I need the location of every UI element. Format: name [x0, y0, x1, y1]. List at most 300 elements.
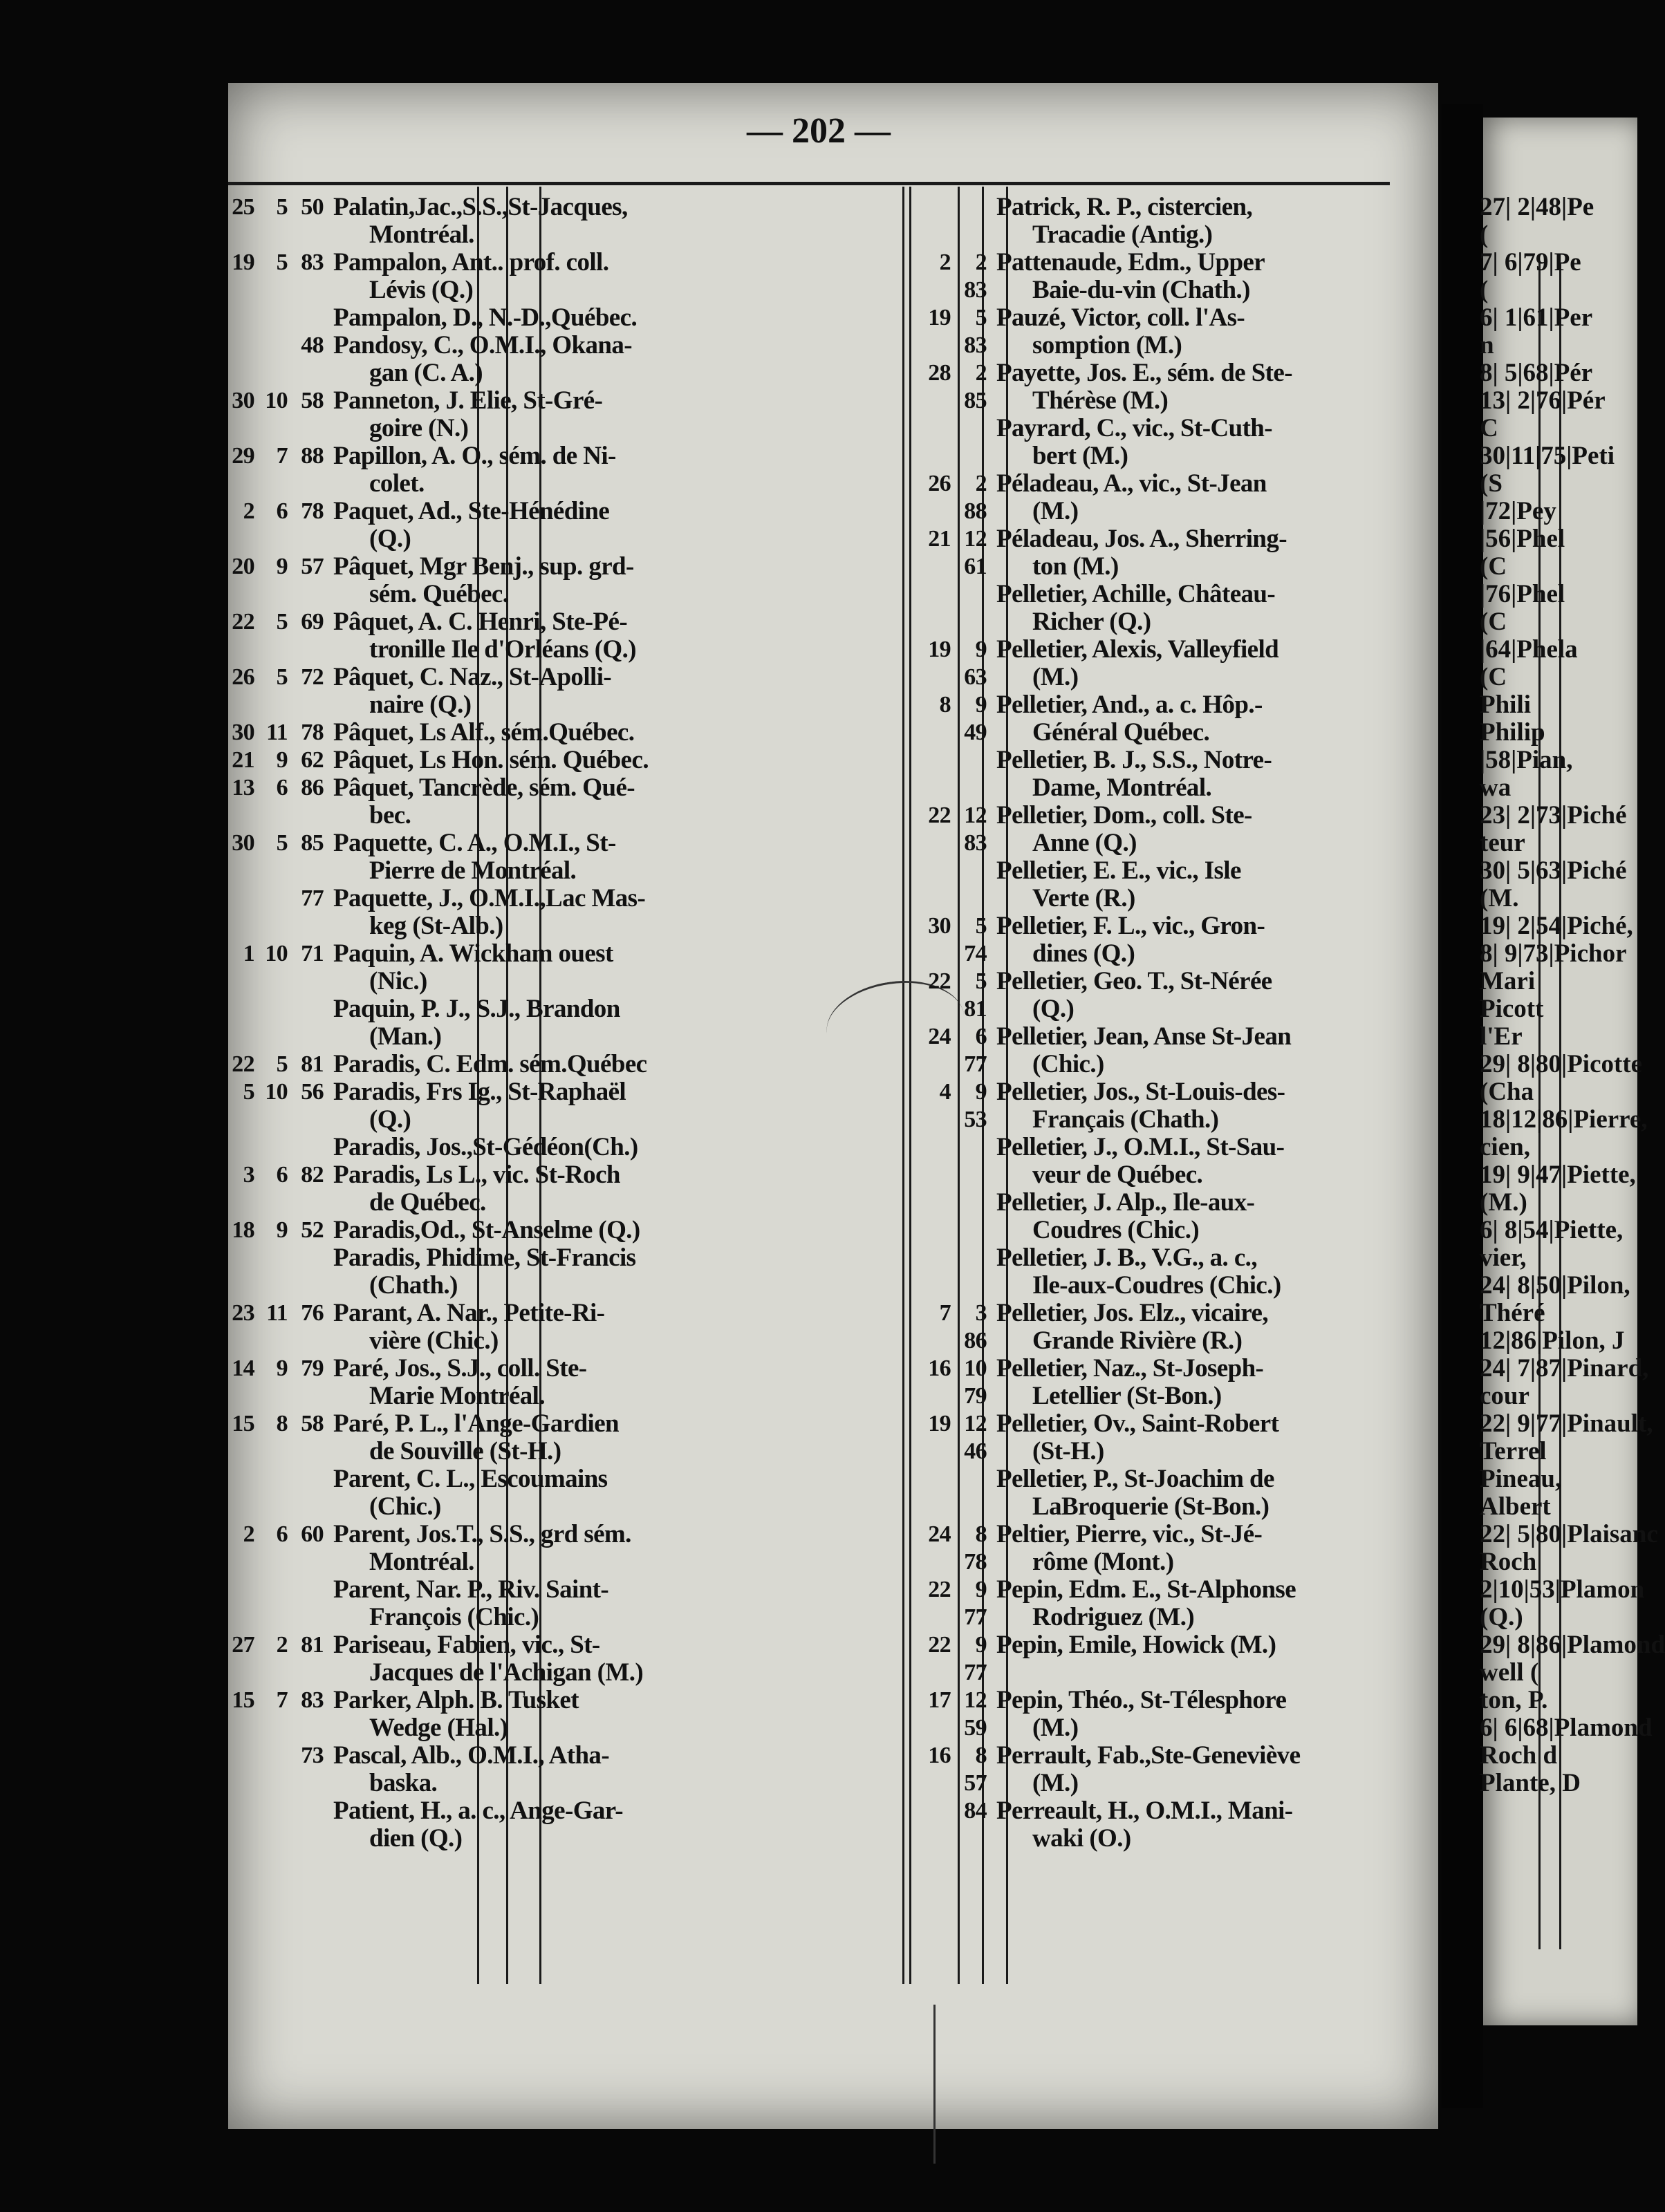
entry-continuation-line: (Chath.): [369, 1271, 458, 1300]
fragment-line: 23| 2|73|Piché: [1480, 801, 1627, 830]
entry-continuation-line: somption (M.): [1032, 331, 1182, 359]
entry-name-line: Pelletier, Jean, Anse St-Jean: [996, 1022, 1292, 1051]
entry-text: [326, 1051, 899, 1078]
entry-month-year: [954, 194, 989, 249]
entry-year: 71: [301, 941, 324, 966]
directory-entry: [214, 1521, 899, 1576]
entry-continuation-line: vière (Chic.): [369, 1327, 499, 1355]
entry-month: 9: [276, 1356, 288, 1381]
entry-continuation-line: Dame, Montréal.: [1032, 774, 1212, 802]
directory-entry: [902, 1465, 1390, 1521]
entry-name-line: Panneton, J. Elie, St-Gré-: [333, 386, 603, 415]
entry-continuation-line: Thérèse (M.): [1032, 386, 1169, 415]
entry-text: [326, 249, 899, 304]
directory-entry: [214, 1355, 899, 1410]
entry-name-line: Pâquet, Tancrède, sém. Qué-: [333, 774, 635, 802]
directory-entry: [214, 1051, 899, 1078]
entry-month-year: [954, 581, 989, 636]
entry-name-line: Paré, Jos., S.J., coll. Ste-: [333, 1354, 587, 1382]
entry-text: [989, 470, 1390, 525]
entry-name-line: Paradis,Od., St-Anselme (Q.): [333, 1216, 640, 1244]
entry-day: 22: [928, 1632, 951, 1658]
entry-text: [989, 1300, 1390, 1355]
directory-entry: [214, 442, 899, 498]
entry-day: 30: [232, 830, 254, 856]
entry-continuation-line: Ile-aux-Coudres (Chic.): [1032, 1271, 1281, 1300]
entry-month-year: [954, 1244, 989, 1300]
entry-name-line: Pelletier, Naz., St-Joseph-: [996, 1354, 1264, 1382]
directory-entry: [214, 608, 899, 664]
entry-day: [902, 581, 954, 636]
directory-entry: [214, 995, 899, 1051]
fragment-line: 30|11|75|Peti: [1480, 442, 1615, 470]
entry-continuation-line: Verte (R.): [1032, 884, 1135, 912]
entry-month: 2: [276, 1632, 288, 1658]
directory-entry: [902, 1521, 1390, 1576]
fragment-line: 6| 6|68|Plamond: [1480, 1714, 1653, 1742]
entry-text: [326, 664, 899, 719]
directory-entry: [214, 1576, 899, 1631]
entry-year: [290, 304, 326, 332]
entry-continuation-line: Marie Montréal.: [369, 1382, 545, 1410]
entry-name-line: Paquette, J., O.M.I.,Lac Mas-: [333, 884, 646, 912]
entry-day: [902, 194, 954, 249]
entry-name-line: Pascal, Alb., O.M.I., Atha-: [333, 1741, 610, 1770]
entry-text: [989, 581, 1390, 636]
entry-name-line: Parker, Alph. B. Tusket: [333, 1686, 579, 1714]
entry-name-line: Peltier, Pierre, vic., St-Jé-: [996, 1520, 1263, 1548]
entry-year: 79: [301, 1356, 324, 1381]
fragment-line: |64|Phela: [1480, 635, 1578, 664]
entry-day: 30: [232, 720, 254, 745]
entry-month-year: [954, 1465, 989, 1521]
entry-month-year: 9 53: [964, 1079, 987, 1132]
entry-continuation-line: (M.): [1032, 497, 1079, 525]
entry-text: [326, 885, 899, 940]
directory-entry: [902, 1023, 1390, 1078]
fragment-line: (M.): [1480, 1188, 1527, 1217]
entry-name-line: Pampalon, D., N.-D.,Québec.: [333, 303, 638, 332]
entry-continuation-line: Tracadie (Antig.): [1032, 221, 1213, 249]
entry-month: [257, 885, 290, 940]
entry-year: [290, 1465, 326, 1521]
entry-month: 11: [266, 1300, 288, 1326]
entry-month: 8: [276, 1411, 288, 1436]
entry-text: [989, 691, 1390, 747]
entry-day: 20: [232, 554, 254, 579]
entry-name-line: Paradis, Frs Ig., St-Raphaël: [333, 1078, 626, 1106]
directory-entry: [214, 1134, 899, 1161]
entry-month-year: 3 86: [964, 1300, 987, 1353]
entry-day: 14: [232, 1356, 254, 1381]
entry-day: 22: [232, 609, 254, 635]
entry-day: 19: [928, 1411, 951, 1436]
entry-name-line: Pelletier, Jos., St-Louis-des-: [996, 1078, 1285, 1106]
directory-entry: [902, 1244, 1390, 1300]
entry-continuation-line: (Man.): [369, 1022, 442, 1051]
entry-day: 4: [939, 1079, 951, 1105]
entry-year: [290, 995, 326, 1051]
entry-text: [989, 1631, 1390, 1687]
fragment-line: ton, P.: [1480, 1686, 1548, 1714]
entry-day: 13: [232, 775, 254, 800]
directory-entry: [902, 249, 1390, 304]
entry-continuation-line: (Q.): [369, 525, 411, 553]
entry-year: 73: [301, 1743, 324, 1768]
entry-month-year: 12 46: [964, 1411, 987, 1464]
entry-name-line: Pandosy, C., O.M.I., Okana-: [333, 331, 632, 359]
directory-entry: [214, 664, 899, 719]
directory-entry: [902, 1189, 1390, 1244]
entry-month: 5: [276, 194, 288, 220]
entry-name-line: Pariseau, Fabien, vic., St-: [333, 1631, 600, 1659]
entry-month-year: [954, 415, 989, 470]
entry-text: [326, 1797, 899, 1853]
fragment-line: |76|Phel: [1480, 580, 1565, 608]
entry-continuation-line: (Chic.): [369, 1492, 441, 1521]
entry-name-line: Pelletier, B. J., S.S., Notre-: [996, 746, 1272, 774]
entry-year: 83: [301, 250, 324, 275]
entry-continuation-line: Français (Chath.): [1032, 1105, 1219, 1134]
directory-entry: [902, 304, 1390, 359]
entry-name-line: Pelletier, Geo. T., St-Nérée: [996, 967, 1272, 995]
entry-continuation-line: dien (Q.): [369, 1824, 463, 1853]
entry-name-line: Paquin, A. Wickham ouest: [333, 939, 613, 968]
entry-day: 17: [928, 1687, 951, 1713]
entry-name-line: Pelletier, Alexis, Valleyfield: [996, 635, 1279, 664]
fragment-line: vier,: [1480, 1244, 1527, 1272]
fragment-line: Philip: [1480, 718, 1545, 747]
entry-year: 60: [301, 1521, 324, 1547]
entry-text: [326, 1161, 899, 1217]
entry-text: [989, 1465, 1390, 1521]
entry-day: [214, 1742, 257, 1797]
directory-entry: [214, 1217, 899, 1244]
entry-text: [326, 1217, 899, 1244]
entry-month: [257, 1797, 290, 1853]
entry-day: 22: [232, 1051, 254, 1077]
entry-text: [326, 1134, 899, 1161]
fragment-line: cien,: [1480, 1133, 1530, 1161]
fragment-line: Théré: [1480, 1299, 1545, 1327]
entry-name-line: Pelletier, J. B., V.G., a. c.,: [996, 1244, 1257, 1272]
entry-day: 8: [939, 692, 951, 718]
entry-name-line: Paradis, Phidime, St-Francis: [333, 1244, 636, 1272]
entry-text: [326, 1300, 899, 1355]
entry-name-line: Pelletier, F. L., vic., Gron-: [996, 912, 1265, 940]
entry-text: [989, 636, 1390, 691]
entry-text: [989, 1410, 1390, 1465]
entry-day: [902, 1797, 954, 1853]
entry-text: [989, 1023, 1390, 1078]
entry-continuation-line: Letellier (St-Bon.): [1032, 1382, 1222, 1410]
entry-month: 7: [276, 1687, 288, 1713]
entry-year: 88: [301, 443, 324, 469]
fragment-line: 29| 8|80|Picotte: [1480, 1050, 1643, 1078]
entry-text: [326, 1078, 899, 1134]
entry-day: 5: [243, 1079, 254, 1105]
fragment-line: (Cha: [1480, 1078, 1534, 1106]
entry-day: 29: [232, 443, 254, 469]
entry-name-line: Papillon, A. O., sém. de Ni-: [333, 442, 616, 470]
entry-text: [989, 802, 1390, 857]
entry-continuation-line: gan (C. A.): [369, 359, 483, 387]
entry-continuation-line: baska.: [369, 1769, 438, 1797]
fragment-line: Picott: [1480, 995, 1544, 1023]
directory-entry: [214, 1687, 899, 1742]
entry-month-year: 9 77: [964, 1577, 987, 1630]
page-number: — 202 —: [747, 111, 891, 151]
entry-text: [326, 194, 899, 249]
entry-month: 9: [276, 747, 288, 773]
entry-continuation-line: de Québec.: [369, 1188, 486, 1217]
directory-entry: [902, 1078, 1390, 1134]
entry-month-year: 12 83: [964, 803, 987, 856]
entry-month: 6: [276, 1162, 288, 1188]
entry-year: 78: [301, 720, 324, 745]
entry-day: 27: [232, 1632, 254, 1658]
entry-name-line: Pepin, Emile, Howick (M.): [996, 1631, 1276, 1659]
entry-text: [989, 1797, 1390, 1853]
directory-entry: [902, 1410, 1390, 1465]
entry-day: 23: [232, 1300, 254, 1326]
entry-continuation-line: (Q.): [1032, 995, 1075, 1023]
fragment-line: well (: [1480, 1658, 1539, 1687]
entry-day: 28: [928, 360, 951, 386]
entry-continuation-line: rôme (Mont.): [1032, 1548, 1174, 1576]
entry-month-year: 12 59: [964, 1687, 987, 1741]
entry-continuation-line: François (Chic.): [369, 1603, 539, 1631]
entry-text: [989, 1134, 1390, 1189]
directory-entry: [214, 830, 899, 885]
entry-month-year: 5 74: [964, 913, 987, 966]
entry-continuation-line: Wedge (Hal.): [369, 1714, 508, 1742]
entry-day: 21: [928, 526, 951, 552]
entry-text: [989, 1742, 1390, 1797]
middle-column: [902, 194, 1390, 1853]
directory-entry: [214, 1161, 899, 1217]
entry-month: 6: [276, 1521, 288, 1547]
entry-text: [326, 1521, 899, 1576]
entry-month-year: 6 77: [964, 1024, 987, 1077]
directory-entry: [214, 1244, 899, 1300]
entry-continuation-line: Grande Rivière (R.): [1032, 1327, 1243, 1355]
entry-month: 5: [276, 609, 288, 635]
entry-continuation-line: ton (M.): [1032, 552, 1119, 581]
entry-continuation-line: Général Québec.: [1032, 718, 1210, 747]
entry-name-line: Parent, C. L., Escoumains: [333, 1465, 608, 1493]
fragment-line: 24| 7|87|Pinard,: [1480, 1354, 1649, 1382]
directory-entry: [902, 194, 1390, 249]
entry-day: [214, 885, 257, 940]
entry-day: 22: [928, 1577, 951, 1602]
entry-year: 69: [301, 609, 324, 635]
entry-day: [902, 415, 954, 470]
entry-name-line: Paradis, Ls L., vic. St-Roch: [333, 1161, 620, 1189]
directory-entry: [214, 249, 899, 304]
fragment-line: 19| 9|47|Piette,: [1480, 1161, 1636, 1189]
entry-month: 10: [265, 1079, 288, 1105]
fragment-line: (C: [1480, 663, 1507, 691]
entry-continuation-line: (Nic.): [369, 967, 427, 995]
entry-text: [989, 968, 1390, 1023]
entry-text: [989, 1244, 1390, 1300]
entry-year: 76: [301, 1300, 324, 1326]
fragment-line: 22| 9|77|Pinault,: [1480, 1409, 1653, 1438]
entry-continuation-line: Lévis (Q.): [369, 276, 474, 304]
entry-name-line: Pelletier, And., a. c. Hôp.-: [996, 691, 1263, 719]
fragment-line: Albert: [1480, 1492, 1551, 1521]
entry-month-year: [954, 1189, 989, 1244]
entry-year: 50: [301, 194, 324, 220]
directory-entry: [902, 802, 1390, 857]
entry-day: 3: [243, 1162, 254, 1188]
entry-name-line: Palatin,Jac.,S.S.,St-Jacques,: [333, 193, 628, 221]
entry-text: [989, 415, 1390, 470]
entry-continuation-line: (M.): [1032, 1769, 1079, 1797]
entry-continuation-line: dines (Q.): [1032, 939, 1135, 968]
fragment-line: 22| 5|80|Plaisanc: [1480, 1520, 1658, 1548]
entry-day: 15: [232, 1687, 254, 1713]
directory-entry: [214, 194, 899, 249]
entry-year: 77: [301, 885, 324, 911]
entry-year: 83: [301, 1687, 324, 1713]
entry-name-line: Péladeau, A., vic., St-Jean: [996, 469, 1267, 498]
entry-day: [214, 1134, 257, 1161]
directory-entry: [902, 912, 1390, 968]
entry-text: [989, 912, 1390, 968]
entry-month-year: 5 83: [964, 305, 987, 358]
entry-day: [214, 1797, 257, 1853]
directory-entry: [902, 1742, 1390, 1797]
entry-month: [257, 1742, 290, 1797]
fragment-line: (C: [1480, 552, 1507, 581]
entry-month-year: 10 79: [964, 1356, 987, 1409]
entry-continuation-line: waki (O.): [1032, 1824, 1131, 1853]
entry-year: 58: [301, 388, 324, 413]
entry-text: [326, 1244, 899, 1300]
entry-name-line: Pelletier, Dom., coll. Ste-: [996, 801, 1252, 830]
directory-entry: [902, 747, 1390, 802]
entry-text: [326, 442, 899, 498]
entry-year: [290, 1797, 326, 1853]
entry-name-line: Pepin, Edm. E., St-Alphonse: [996, 1575, 1296, 1604]
entry-year: 62: [301, 747, 324, 773]
header-rule: [228, 182, 1390, 185]
fragment-line: (C: [1480, 608, 1507, 636]
fragment-line: Roch d: [1480, 1741, 1558, 1770]
entry-name-line: Pelletier, P., St-Joachim de: [996, 1465, 1274, 1493]
fragment-line: teur: [1480, 829, 1525, 857]
directory-entry: [214, 774, 899, 830]
entry-text: [326, 1687, 899, 1742]
entry-continuation-line: naire (Q.): [369, 691, 472, 719]
entry-name-line: Paradis, Jos.,St-Gédéon(Ch.): [333, 1133, 638, 1161]
entry-name-line: Pattenaude, Edm., Upper: [996, 248, 1265, 276]
entry-month: 7: [276, 443, 288, 469]
entry-day: [902, 1244, 954, 1300]
directory-entry: [902, 1631, 1390, 1687]
fragment-line: (: [1480, 221, 1489, 249]
entry-month-year: 8 78: [964, 1521, 987, 1575]
directory-entry: [214, 1410, 899, 1465]
fragment-line: 19| 2|54|Piché,: [1480, 912, 1633, 940]
entry-month: [257, 1244, 290, 1300]
directory-entry: [902, 1134, 1390, 1189]
entry-text: [989, 1078, 1390, 1134]
entry-continuation-line: LaBroquerie (St-Bon.): [1032, 1492, 1269, 1521]
directory-entry: [214, 719, 899, 747]
entry-continuation-line: (Chic.): [1032, 1050, 1104, 1078]
entry-month-year: 84: [964, 1798, 987, 1824]
fragment-line: Terrel: [1480, 1437, 1547, 1465]
entry-month: [257, 1576, 290, 1631]
directory-entry: [214, 1078, 899, 1134]
directory-entry: [214, 1797, 899, 1853]
entry-day: [902, 857, 954, 912]
entry-day: 2: [243, 1521, 254, 1547]
left-column: [214, 194, 899, 1853]
entry-day: 18: [232, 1217, 254, 1243]
entry-name-line: Pelletier, J., O.M.I., St-Sau-: [996, 1133, 1285, 1161]
entry-day: [214, 1576, 257, 1631]
entry-name-line: Pâquet, Ls Hon. sém. Québec.: [333, 746, 649, 774]
entry-month: 5: [276, 250, 288, 275]
entry-year: 85: [301, 830, 324, 856]
directory-entry: [902, 1687, 1390, 1742]
entry-continuation-line: de Souville (St-H.): [369, 1437, 561, 1465]
entry-text: [989, 359, 1390, 415]
entry-day: 24: [928, 1024, 951, 1049]
entry-day: [214, 332, 257, 387]
directory-entry: [214, 553, 899, 608]
entry-month: [257, 332, 290, 387]
directory-entry: [214, 1300, 899, 1355]
entry-name-line: Pampalon, Ant.. prof. coll.: [333, 248, 609, 276]
entry-day: 30: [928, 913, 951, 939]
entry-month-year: 9 77: [964, 1632, 987, 1685]
entry-month: 6: [276, 498, 288, 524]
fragment-line: 18|12|86|Pierre,: [1480, 1105, 1648, 1134]
entry-name-line: Pauzé, Victor, coll. l'As-: [996, 303, 1245, 332]
entry-year: 48: [301, 332, 324, 358]
entry-month-year: 8 57: [964, 1743, 987, 1796]
entry-continuation-line: Jacques de l'Achigan (M.): [369, 1658, 644, 1687]
directory-entry: [902, 359, 1390, 415]
entry-text: [326, 332, 899, 387]
fragment-line: 8| 5|68|Pér: [1480, 359, 1593, 387]
fragment-line: 13| 2|76|Pér: [1480, 386, 1606, 415]
fragment-line: 8| 9|73|Pichor: [1480, 939, 1627, 968]
entry-month: 5: [276, 1051, 288, 1077]
fragment-line: 6| 8|54|Piette,: [1480, 1216, 1624, 1244]
fragment-line: Mari: [1480, 967, 1536, 995]
entry-text: [989, 525, 1390, 581]
entry-day: [214, 304, 257, 332]
entry-name-line: Pâquet, C. Naz., St-Apolli-: [333, 663, 612, 691]
fragment-line: (: [1480, 276, 1489, 304]
entry-day: [902, 1134, 954, 1189]
fragment-line: (Q.): [1480, 1603, 1523, 1631]
entry-continuation-line: tronille Ile d'Orléans (Q.): [369, 635, 636, 664]
entry-text: [989, 1521, 1390, 1576]
fragment-line: Pineau,: [1480, 1465, 1562, 1493]
entry-day: [214, 995, 257, 1051]
entry-day: 2: [243, 498, 254, 524]
fragment-line: 2|10|53|Plamon: [1480, 1575, 1645, 1604]
entry-day: 30: [232, 388, 254, 413]
entry-month: 9: [276, 554, 288, 579]
